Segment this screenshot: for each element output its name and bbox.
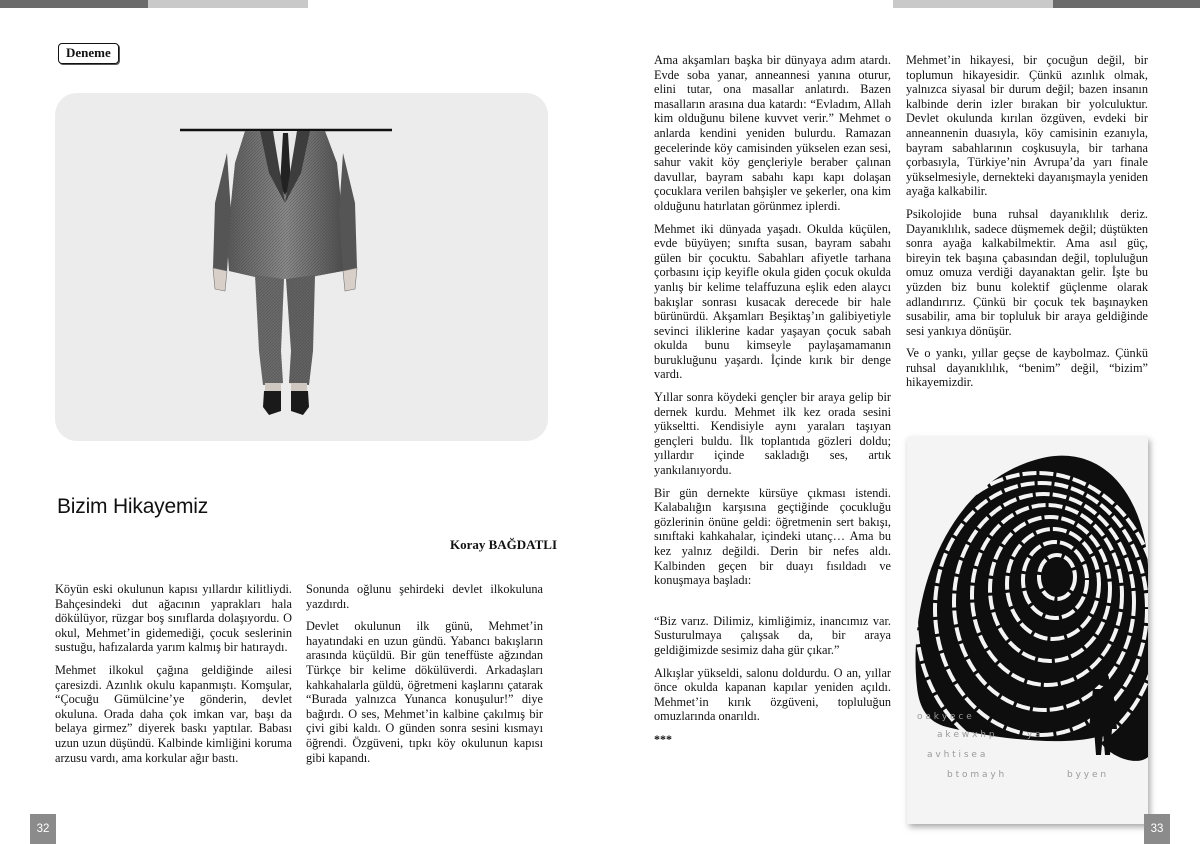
paragraph: Bir gün dernekte kürsüye çıkması istendi. Kalabalığın karşısına geçtiğinde çocukluğu gözlerinin önüne geldi: öğretmenin sert bakışı, sınıftaki kahkahalar, içindeki utanç… Ama bu kez yalnız değildi. Derin bir nefes aldı. Kalbinden geçen bir duayı fısıldadı ve konuşmaya başladı: bbox=[654, 485, 891, 588]
page-number-left: 32 bbox=[30, 814, 56, 844]
right-page-column-2 bbox=[906, 53, 1148, 398]
page-number-right: 33 bbox=[1144, 814, 1170, 844]
svg-text:b y y e n: b y y e n bbox=[1067, 770, 1107, 780]
hanging-suit-figure-illustration bbox=[55, 93, 548, 441]
section-tag: Deneme bbox=[58, 43, 119, 64]
paragraph: Köyün eski okulunun kapısı yıllardır kilitliydi. Bahçesindeki dut ağacının yaprakları hala dökülüyor, rüzgar boş sınıflarda dolaşıyordu. O okul, Mehmet’in gidemediği, çocuk seslerinin sustuğu, hafızalarda yarım kalmış bir hatıraydı. bbox=[55, 582, 292, 655]
paragraph: Mehmet’in hikayesi, bir çocuğun değil, bir toplumun hikayesidir. Çünkü azınlık olmak, yalnızca siyasal bir durum değil; bazen insanın kalbinde derin izler bırakan bir yolculuktur. Devlet okulunda kırılan özgüven, evdeki bir anneannenin duasıyla, köy camisinin ezanıyla, bayram sabahlarının coşkusuyla, bir tarhana çorbasıyla, Türkiye’nin Avrupa’da yarı finale yükselmesiyle, dernekteki dayanışmayla yeniden ayağa kalkabilir. bbox=[906, 53, 1148, 199]
fingerprint-spiral-illustration bbox=[907, 437, 1148, 824]
svg-text:a v h t i s e a: a v h t i s e a bbox=[927, 750, 986, 760]
paragraph: Yıllar sonra köydeki gençler bir araya gelip bir dernek kurdu. Mehmet ilk kez orada sesini yükseltti. Kendisiyle aynı yaraları taşıyan gençleri buldu. İlk toplantıda gözleri doldu; yıllardır içinde sakladığı ses, artık yankılanıyordu. bbox=[654, 390, 891, 478]
paragraph: Ve o yankı, yıllar geçse de kaybolmaz. Çünkü ruhsal dayanıklılık, “benim” değil, “bizim” hikayemizdir. bbox=[906, 346, 1148, 390]
left-page-column-2 bbox=[306, 582, 543, 773]
svg-text:a k e w x h p: a k e w x h p bbox=[937, 730, 995, 740]
paragraph: Mehmet ilkokul çağına geldiğinde ailesi çaresizdi. Azınlık okulu kapanmıştı. Komşular, “Çocuğu Gümülcine’ye gönderin, devlet okuluna. Orada daha çok imkan var, başı da belaya girmez” diyerek baskı yaptılar. Babası uzun uzun düşündü. Kalbinde kimliğini koruma arzusu vardı, ama korkular ağır bastı. bbox=[55, 662, 292, 765]
paragraph: Mehmet iki dünyada yaşadı. Okulda küçülen, evde büyüyen; sınıfta susan, bayram sabahı gülen bir çocuktu. Sabahları afiyetle tarhana çorbasını içip keyifle okula giden çocuk okulda yanlış bir kelime telaffuzuna eşlik eden alaycı bakışlar sonrası kusacak derecede bir hale bürünürdü. Akşamları Beşiktaş’ın galibiyetiyle sevinci iliklerine kadar yaşayan çocuk sabah okulda bunu kimseyle paylaşamamanın burukluğunu yaşardı. İçinde kırık bir denge vardı. bbox=[654, 221, 891, 382]
paragraph: Psikolojide buna ruhsal dayanıklılık deriz. Dayanıklılık, sadece düşmemek değil; düştükten sonra ayağa kalkabilmektir. Ama asıl güç, bireyin tek başına çabasından değil, topluluğun omuz omuza verdiği dayanaktan gelir. İşte bu yüzden biz bunu kolektif güçlenme olarak adlandırırız. Çünkü bir çocuk tek başınayken susabilir, ama bir topluluk bir araya geldiğinde sesi yankıya dönüşür. bbox=[906, 206, 1148, 338]
paragraph: Sonunda oğlunu şehirdeki devlet ilkokuluna yazdırdı. bbox=[306, 582, 543, 611]
section-separator: *** bbox=[654, 731, 672, 746]
author-name: Koray BAĞDATLI bbox=[449, 537, 557, 552]
paragraph: Ama akşamları başka bir dünyaya adım atardı. Evde soba yanar, anneannesi yanına oturur, elini tutar, ona masallar anlatırdı. Bazen masalların arasına dua katardı: “Evladım, Allah kim olduğunu bilene kuvvet verir.” Mehmet o anlarda kendini yeniden bulurdu. Ramazan gecelerinde köy camisinden yükselen ezan sesi, sahur vakit köy gençleriyle beraber çalınan davullar, bayram sabahı kapı kapı dolaşan çocuklara verilen bahşişler ve şekerler, ona kim olduğunu hatırlatan görünmez iplerdi. bbox=[654, 53, 891, 213]
right-page bbox=[600, 0, 1200, 844]
article-title: Bizim Hikayemiz bbox=[57, 495, 209, 518]
left-page-column-1 bbox=[55, 582, 292, 773]
right-page-column-1 bbox=[654, 53, 891, 747]
svg-text:y a: y a bbox=[1027, 730, 1041, 740]
paragraph: Devlet okulunun ilk günü, Mehmet’in hayatındaki en uzun gündü. Yabancı bakışların arasında küçüldü. Bir gün teneffüste ağzından Türkçe bir kelime dökülüverdi. Arkadaşları kahkahalarla güldü, öğretmeni kaşlarını çatarak “Burada yalnızca Yunanca konuşulur!” diye bağırdı. O ses, Mehmet’in kalbine çakılmış bir çivi gibi kaldı. O günden sonra sesini kısmayı öğrendi. Özgüveni, tıpkı köy okulunun kapısı gibi kapandı. bbox=[306, 619, 543, 765]
speech-quote: “Biz varız. Dilimiz, kimliğimiz, inancımız var. Susturulmaya çalışsak da, bir araya geldiğimizde sesimiz daha gür çıkar.” bbox=[654, 613, 891, 657]
svg-text:b t o m a y h: b t o m a y h bbox=[947, 770, 1005, 780]
svg-text:o a k y e c e: o a k y e c e bbox=[917, 712, 972, 722]
paragraph: Alkışlar yükseldi, salonu doldurdu. O an, yıllar önce okulda kapanan kapılar yeniden açıldı. Mehmet’in kırık özgüveni, topluluğun omuzlarında onarıldı. bbox=[654, 665, 891, 724]
